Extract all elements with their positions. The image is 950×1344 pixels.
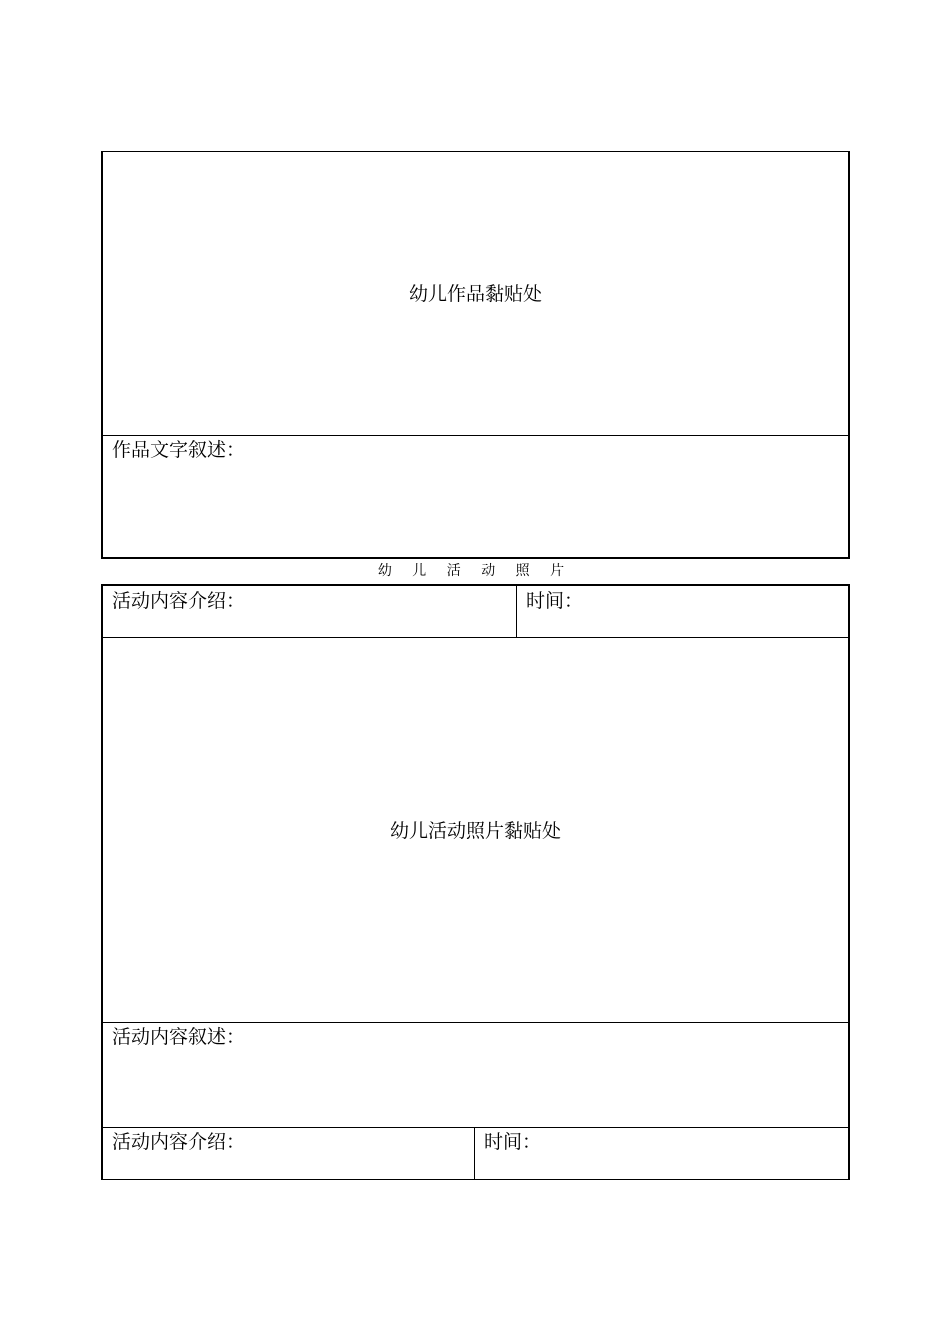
photo-section-caption: 幼 儿 活 动 照 片 (377, 563, 573, 579)
activity-photo-form-box (101, 584, 850, 1180)
activity-intro-label-top: 活动内容介绍： (112, 590, 246, 612)
row-divider (103, 1022, 848, 1023)
activity-narrative-label: 活动内容叙述： (112, 1026, 246, 1048)
column-divider (474, 1127, 475, 1180)
artwork-paste-area-label: 幼儿作品黏贴处 (408, 283, 542, 305)
row-divider (103, 637, 848, 638)
time-label-bottom: 时间： (484, 1131, 542, 1153)
row-divider (103, 1127, 848, 1128)
row-divider (103, 435, 848, 436)
activity-intro-label-bottom: 活动内容介绍： (112, 1131, 246, 1153)
column-divider (516, 586, 517, 637)
photo-paste-area-label: 幼儿活动照片黏贴处 (389, 820, 561, 842)
artwork-description-label: 作品文字叙述： (112, 439, 246, 461)
time-label-top: 时间： (526, 590, 584, 612)
artwork-form-box (101, 151, 850, 559)
